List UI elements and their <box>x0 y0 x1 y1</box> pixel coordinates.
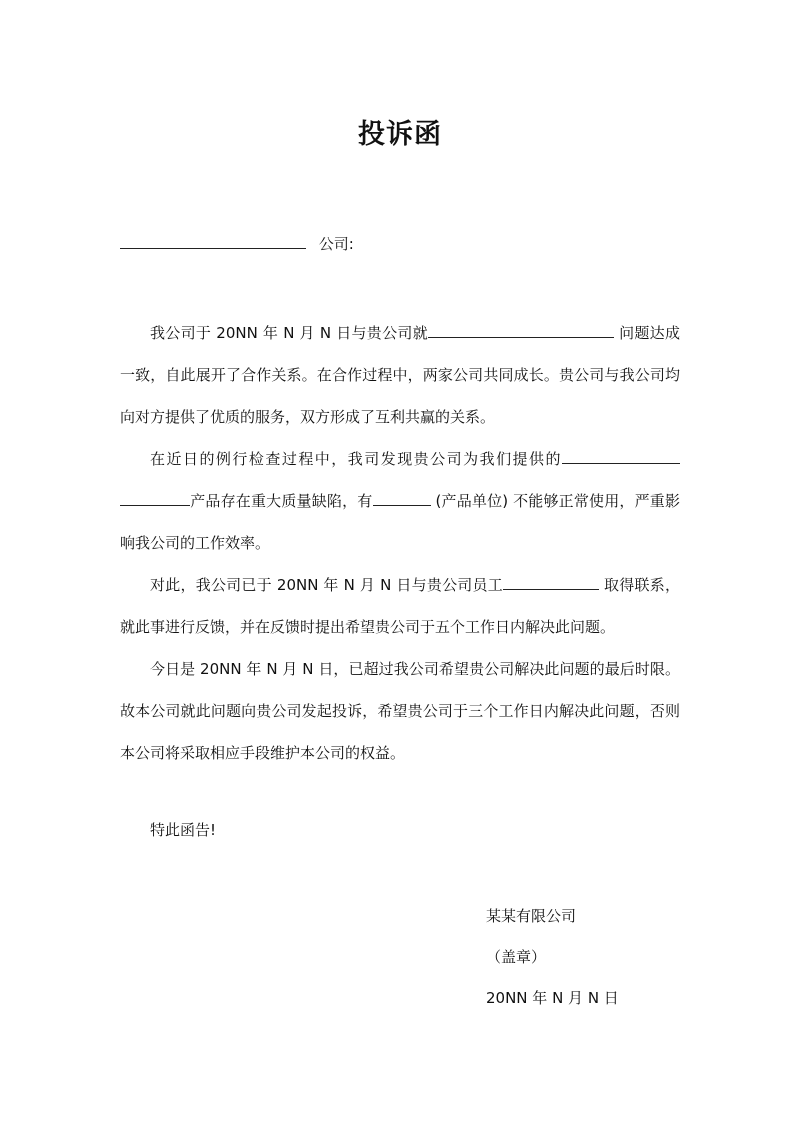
product-blank-1 <box>562 447 680 464</box>
paragraph-4: 今日是 20NN 年 N 月 N 日，已超过我公司希望贵公司解决此问题的最后时限。故本公司就此问题向贵公司发起投诉，希望贵公司于三个工作日内解决此问题，否则本公司将采取相应手段维护本公司的权益。 <box>120 660 680 762</box>
closing-remark: 特此函告! <box>150 821 217 839</box>
paragraph-3-text-b: 取得联系，就此事进行反馈，并在反馈时提出希望贵公司于五个工作日内解决此问题。 <box>120 576 680 636</box>
paragraph-3 <box>120 564 680 648</box>
paragraph-1-text-b: 问题达成一致，自此展开了合作关系。在合作过程中，两家公司共同成长。贵公司与我公司均向对方提供了优质的服务，双方形成了互利共赢的关系。 <box>120 324 680 426</box>
paragraph-2-text-b: 产品存在重大质量缺陷，有 <box>190 492 373 510</box>
page-title: 投诉函 <box>358 119 442 150</box>
signature-date: 20NN 年 N 月 N 日 <box>486 989 619 1007</box>
letter-body <box>120 312 680 774</box>
paragraph-2-text-a: 在近日的例行检查过程中，我司发现贵公司为我们提供的 <box>150 450 562 468</box>
paragraph-2-text-c: (产品单位) 不能够正常使用，严重影响我公司的工作效率。 <box>120 492 680 552</box>
employee-blank <box>503 573 599 590</box>
signature-seal: （盖章） <box>486 948 547 966</box>
addressee-suffix: 公司: <box>318 235 354 253</box>
paragraph-3-text-a: 对此，我公司已于 20NN 年 N 月 N 日与贵公司员工 <box>150 576 504 594</box>
signature-company: 某某有限公司 <box>486 907 577 925</box>
addressee-company-blank <box>120 232 306 249</box>
paragraph-1-text-a: 我公司于 20NN 年 N 月 N 日与贵公司就 <box>150 324 428 342</box>
issue-blank <box>428 321 614 338</box>
paragraph-1 <box>120 312 680 438</box>
product-blank-2 <box>120 489 190 506</box>
paragraph-2 <box>120 438 680 564</box>
addressee-line <box>120 232 354 256</box>
quantity-blank <box>373 489 431 506</box>
